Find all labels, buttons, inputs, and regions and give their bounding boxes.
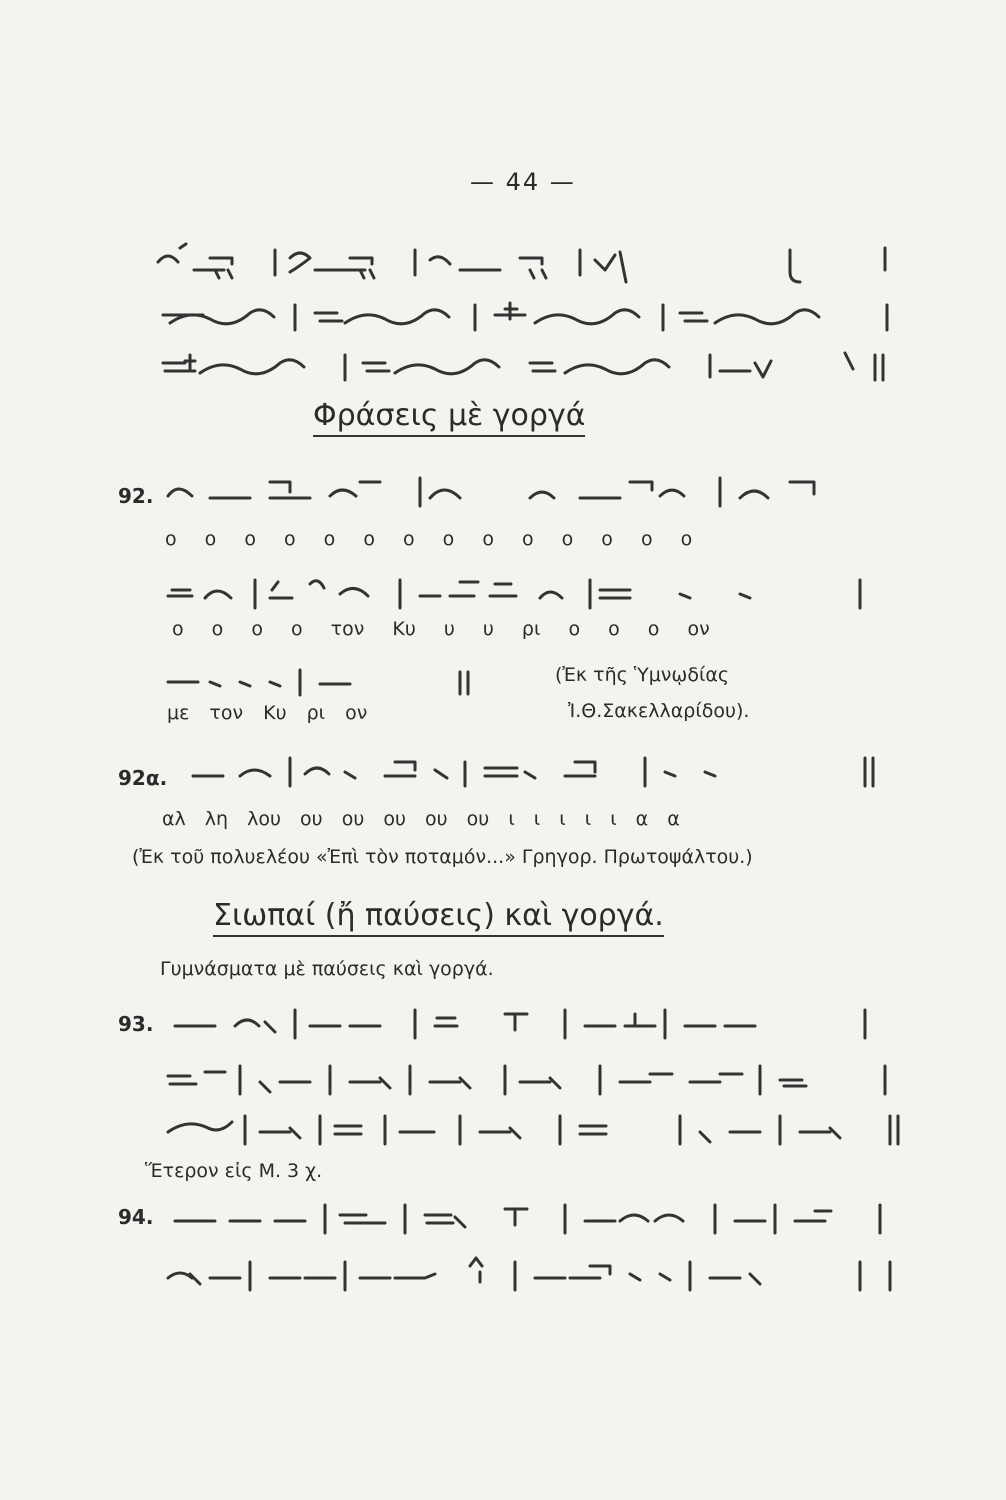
ex94-neume-line-1	[165, 1195, 895, 1245]
example-number-92: 92.	[118, 484, 154, 508]
ex94-neume-line-2	[160, 1252, 900, 1302]
ex92-neume-line-1	[160, 468, 880, 518]
example-number-94: 94.	[118, 1205, 154, 1229]
ex92-neume-line-3	[160, 660, 490, 700]
ex92-syllables-2: ο ο ο ο τον Κυ υ υ ρι ο ο ο ον	[172, 618, 710, 640]
ex92-neume-line-2	[160, 570, 880, 620]
page-number: — 44 —	[470, 168, 576, 196]
example-number-93: 93.	[118, 1012, 154, 1036]
ex93-neume-line-2	[160, 1056, 895, 1106]
exercises-note: Γυμνάσματα μὲ παύσεις καὶ γοργά.	[160, 958, 494, 980]
ex92-syllables-1: ο ο ο ο ο ο ο ο ο ο ο ο ο ο	[165, 528, 693, 550]
heading-phrases: Φράσεις μὲ γοργά	[313, 398, 585, 437]
heading-silences: Σιωπαί (ἤ παύσεις) καὶ γοργά.	[213, 898, 664, 937]
ex92a-source: (Ἐκ τοῦ πολυελέου «Ἐπὶ τὸν ποταμόν...» Γρηγορ. Πρωτοψάλτου.)	[132, 846, 753, 868]
ex93-neume-line-1	[165, 1000, 895, 1050]
ex92a-neume-line	[185, 748, 885, 798]
neume-line-3	[155, 345, 895, 390]
example-number-92a: 92α.	[118, 766, 168, 790]
ex92-syllables-3: με τον Κυ ρι ον	[167, 702, 368, 724]
ex92-source-line-2: Ἰ.Θ.Σακελλαρίδου).	[568, 700, 750, 722]
neume-line-1	[150, 240, 890, 290]
neume-line-2	[155, 295, 895, 335]
ex92-source-line-1: (Ἐκ τῆς Ὑμνῳδίας	[555, 664, 730, 686]
ex92a-syllables: αλ λη λου ου ου ου ου ου ι ι ι ι ι α α	[162, 808, 680, 830]
other-note: Ἕτερον εἰς Μ. 3 χ.	[145, 1160, 323, 1182]
ex93-neume-line-3	[160, 1106, 900, 1156]
